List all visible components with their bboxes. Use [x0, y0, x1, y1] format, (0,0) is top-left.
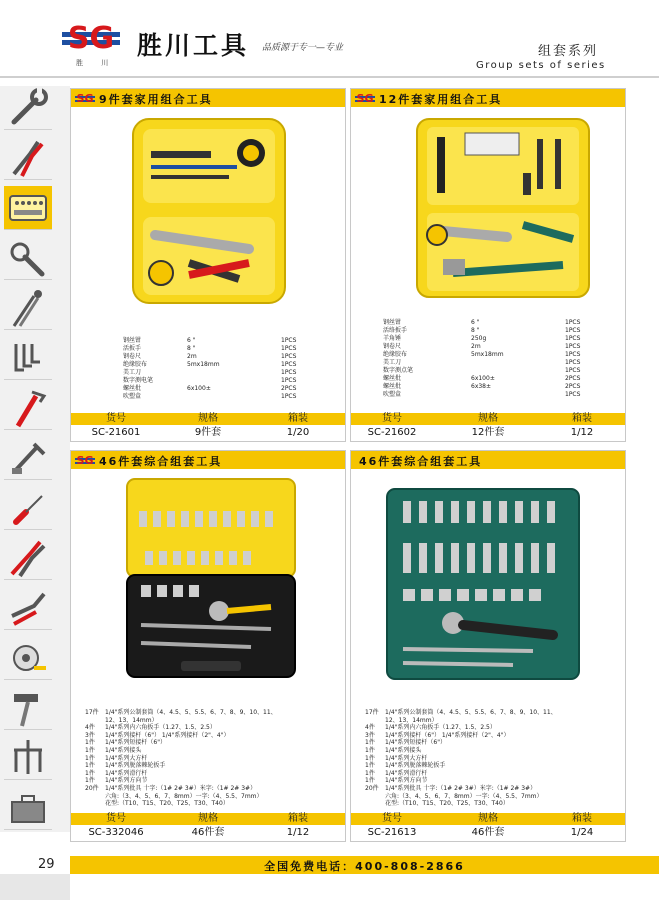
clamp-icon[interactable] [4, 436, 52, 480]
code-header [351, 813, 625, 825]
code-label: 货号 [106, 813, 126, 824]
lock-pliers-icon[interactable] [4, 586, 52, 630]
spec-row: 螺丝批 6x38± 2PCS [383, 383, 581, 390]
spec-row: 活络扳手 8 " 1PCS [383, 327, 581, 334]
component-row: 花型:（T10、T15、T20、T25、T30、T40） [385, 800, 509, 808]
product-box: 1/20 [286, 427, 310, 438]
component-row: 1件 1/4"系列滑行杆 [85, 769, 148, 777]
spec-row: 钢卷尺 2m 1PCS [383, 343, 581, 350]
product-photo [121, 475, 301, 681]
product-photo [129, 113, 289, 309]
component-row: 17件 1/4"系列公制套筒（4、4.5、5、5.5、6、7、8、9、10、11、 [85, 709, 277, 716]
product-box: 1/24 [570, 827, 594, 838]
hotline-text: 全国免费电话：400-808-2866 [264, 860, 465, 873]
component-row: 3件 1/4"系列接杆（6"） 1/4"系列接杆（2"、4"） [85, 731, 230, 739]
component-row: 4件 1/4"系列内六角扳手（1.27、1.5、2.5） [85, 724, 216, 732]
measuring-tape-icon[interactable] [4, 636, 52, 680]
component-row: 20件 1/4"系列批具 十字:（1# 2# 3#）米字:（1# 2# 3#） [85, 784, 257, 792]
spec-label: 规格 [198, 813, 218, 824]
spec-list [383, 319, 623, 399]
box-label: 箱装 [288, 413, 308, 424]
component-row: 1件 1/4"系列大方杆 [365, 754, 428, 762]
cable-cutter-icon[interactable] [4, 286, 52, 330]
puller-icon[interactable] [4, 736, 52, 780]
screwdriver-icon[interactable] [4, 486, 52, 530]
product-code: SC-21602 [367, 427, 417, 438]
code-label: 货号 [382, 813, 402, 824]
component-row: 4件 1/4"系列内六角扳手（1.27、1.5、2.5） [365, 724, 496, 732]
component-list [85, 709, 341, 808]
spec-row: 钢丝钳 6 " 1PCS [123, 337, 297, 344]
product-panel-21601 [70, 88, 346, 442]
component-row: 1件 1/4"系列接头 [365, 746, 422, 754]
spec-row: 绝缘胶布 5mx18mm 1PCS [123, 361, 297, 368]
toolbox-icon[interactable] [4, 786, 52, 830]
product-spec: 46件套 [471, 827, 505, 838]
mini-logo-icon [355, 91, 375, 105]
hotline-bar [70, 856, 659, 874]
spec-row: 美工刀 1PCS [123, 369, 297, 376]
panel-title: 9件套家用组合工具 [99, 93, 213, 106]
component-row: 17件 1/4"系列公制套筒（4、4.5、5、5.5、6、7、8、9、10、11、 [365, 709, 557, 716]
spec-row: 活扳手 8 " 1PCS [123, 345, 297, 352]
bottom-strip [0, 874, 70, 900]
product-box: 1/12 [286, 827, 310, 838]
spec-row: 羊角锤 250g 1PCS [383, 335, 581, 342]
spec-row: 吹塑盒 1PCS [123, 393, 297, 400]
panel-header [71, 451, 345, 469]
code-values [351, 426, 625, 439]
pliers-icon[interactable] [4, 136, 52, 180]
component-row: 3件 1/4"系列接杆（6"） 1/4"系列接杆（2"、4"） [365, 731, 510, 739]
pipe-wrench-icon[interactable] [4, 386, 52, 430]
category-sidebar [0, 86, 70, 832]
spec-row: 数字测电笔 1PCS [123, 377, 297, 384]
code-header [351, 413, 625, 425]
spec-row: 螺丝批 6x100± 2PCS [383, 375, 581, 382]
mini-logo-icon [75, 453, 95, 467]
product-code: SC-21601 [91, 427, 141, 438]
spec-label: 规格 [198, 413, 218, 424]
product-box: 1/12 [570, 427, 594, 438]
component-row: 1件 1/4"系列大方杆 [85, 754, 148, 762]
component-row: 1件 1/4"系列脱落棘轮扳手 [365, 762, 446, 770]
panel-title: 46件套综合组套工具 [359, 455, 483, 468]
spec-row: 钢卷尺 2m 1PCS [123, 353, 297, 360]
product-spec: 9件套 [194, 427, 222, 438]
component-list [365, 709, 621, 808]
spec-list [123, 337, 333, 401]
panel-header [351, 89, 625, 107]
socket-wrench-icon[interactable] [4, 236, 52, 280]
spec-row: 数字测点笔 1PCS [383, 367, 581, 374]
component-row: 花型:（T10、T15、T20、T25、T30、T40） [105, 800, 229, 808]
component-row: 六角:（3、4、5、6、7、8mm）一字:（4、5.5、7mm） [385, 792, 543, 800]
product-code: SC-332046 [88, 827, 144, 838]
header-divider [0, 76, 659, 78]
panel-title: 46件套综合组套工具 [99, 455, 223, 468]
spec-label: 规格 [478, 413, 498, 424]
hex-key-icon[interactable] [4, 336, 52, 380]
code-values [351, 826, 625, 839]
code-header [71, 813, 345, 825]
box-label: 箱装 [572, 813, 592, 824]
brand-name: 胜川工具 [137, 31, 250, 60]
mini-logo-icon [75, 91, 95, 105]
product-panel-21602 [350, 88, 626, 442]
component-row: 1件 1/4"系列方向节 [365, 777, 428, 785]
tool-set-icon[interactable] [4, 186, 52, 230]
product-panel-21613 [350, 450, 626, 842]
product-spec: 46件套 [191, 827, 225, 838]
code-values [71, 826, 345, 839]
code-values [71, 426, 345, 439]
spec-row: 美工刀 1PCS [383, 359, 581, 366]
product-spec: 12件套 [471, 427, 505, 438]
spec-row: 吹塑盒 1PCS [383, 391, 581, 398]
component-row: 1件 1/4"系列短接杆（6"） [85, 739, 166, 747]
box-label: 箱装 [572, 413, 592, 424]
spec-label: 规格 [478, 813, 498, 824]
component-row: 1件 1/4"系列滑行杆 [365, 769, 428, 777]
spec-row: 绝缘胶布 5mx18mm 1PCS [383, 351, 581, 358]
brand-logo [62, 18, 120, 58]
adjustable-wrench-icon[interactable] [4, 86, 52, 130]
code-label: 货号 [106, 413, 126, 424]
panel-title: 12件套家用组合工具 [379, 93, 503, 106]
svg-text:SG: SG [356, 92, 374, 105]
page-number: 29 [38, 857, 55, 872]
logo-subtitle: 胜 川 [76, 59, 117, 67]
brand-slogan: 品质源于专一—专业 [262, 43, 344, 53]
svg-text:SG: SG [76, 454, 94, 467]
panel-header [351, 451, 625, 469]
svg-text:SG: SG [76, 92, 94, 105]
component-row: 1件 1/4"系列接头 [85, 746, 142, 754]
code-label: 货号 [382, 413, 402, 424]
component-row: 1件 1/4"系列方向节 [85, 777, 148, 785]
wire-stripper-icon[interactable] [4, 536, 52, 580]
code-header [71, 413, 345, 425]
product-photo [413, 113, 593, 303]
component-row: 1件 1/4"系列脱落棘轮扳手 [85, 762, 166, 770]
series-subtitle: Group sets of series [476, 60, 606, 71]
panel-header [71, 89, 345, 107]
component-row: 六角:（3、4、5、6、7、8mm）一字:（4、5.5、7mm） [105, 792, 263, 800]
series-title: 组套系列 [538, 44, 599, 59]
component-row: 12、13、14mm） [385, 716, 438, 724]
box-label: 箱装 [288, 813, 308, 824]
product-photo [383, 485, 583, 683]
hammer-icon[interactable] [4, 686, 52, 730]
product-code: SC-21613 [367, 827, 417, 838]
component-row: 12、13、14mm） [105, 716, 158, 724]
spec-row: 钢丝钳 6 " 1PCS [383, 319, 581, 326]
component-row: 20件 1/4"系列批具 十字:（1# 2# 3#）米字:（1# 2# 3#） [365, 784, 537, 792]
product-panel-332046 [70, 450, 346, 842]
spec-row: 螺丝批 6x100± 2PCS [123, 385, 297, 392]
component-row: 1件 1/4"系列短接杆（6"） [365, 739, 446, 747]
svg-text:SG: SG [67, 21, 115, 56]
